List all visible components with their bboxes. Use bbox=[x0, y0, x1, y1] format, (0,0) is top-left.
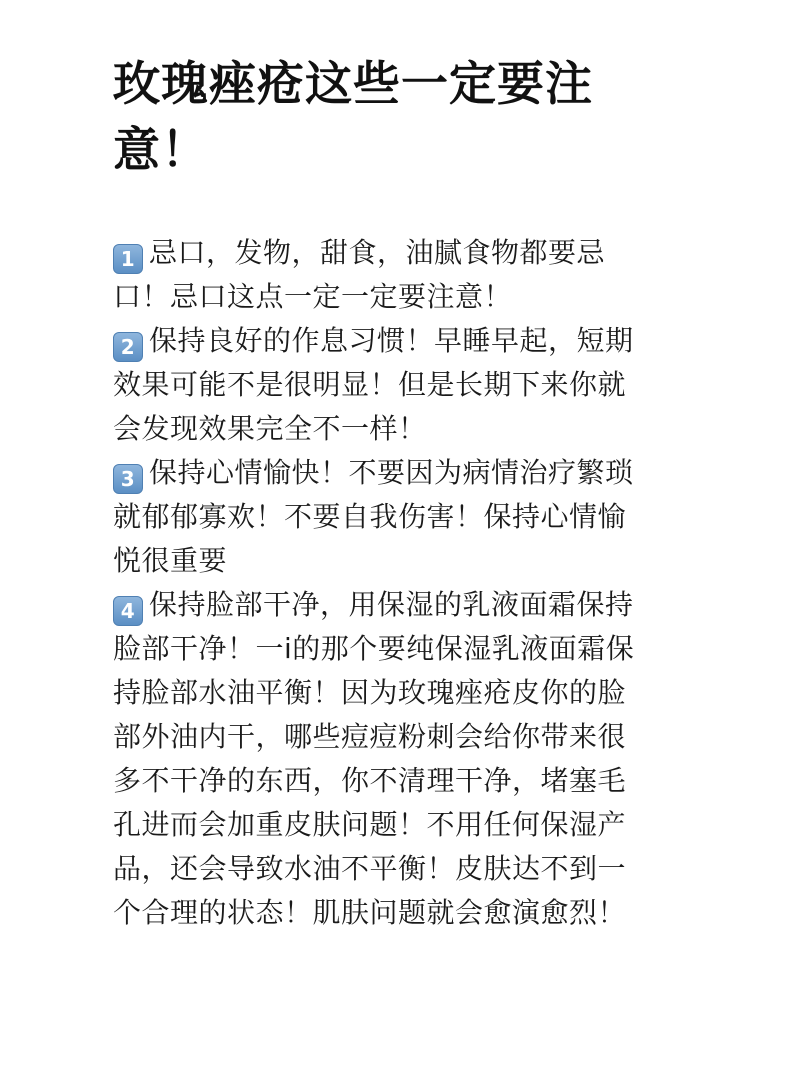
tip-4-text-1: 保持脸部干净，用保湿的乳液面霜保持 bbox=[149, 588, 634, 621]
tip-3-line-1 bbox=[113, 451, 713, 495]
title-line-2: 意！ bbox=[113, 123, 209, 178]
keycap-4-icon: 4 bbox=[113, 596, 143, 626]
tip-4-line-3: 持脸部水油平衡！因为玫瑰痤疮皮你的脸 bbox=[113, 676, 627, 709]
tip-4-line-7: 品，还会导致水油不平衡！皮肤达不到一 bbox=[113, 852, 627, 885]
tip-3-line-3: 悦很重要 bbox=[113, 544, 228, 577]
tip-2-line-3: 会发现效果完全不一样！ bbox=[113, 412, 427, 445]
tip-3-text-1: 保持心情愉快！不要因为病情治疗繁琐 bbox=[149, 456, 634, 489]
tip-4-line-6: 孔进而会加重皮肤问题！不用任何保湿产 bbox=[113, 808, 627, 841]
keycap-2-icon: 2 bbox=[113, 332, 143, 362]
tip-4-line-5: 多不干净的东西，你不清理干净，堵塞毛 bbox=[113, 764, 627, 797]
tip-1-text-1: 忌口，发物，甜食，油腻食物都要忌 bbox=[149, 236, 606, 269]
tips-body bbox=[113, 231, 713, 935]
tip-1-line-1 bbox=[113, 231, 713, 275]
title-line-1: 玫瑰痤疮这些一定要注 bbox=[113, 57, 593, 112]
page-title bbox=[113, 52, 653, 184]
tip-4-line-1 bbox=[113, 583, 713, 627]
tip-4-line-4: 部外油内干，哪些痘痘粉刺会给你带来很 bbox=[113, 720, 627, 753]
tip-3-line-2: 就郁郁寡欢！不要自我伤害！保持心情愉 bbox=[113, 500, 627, 533]
tip-2-line-1 bbox=[113, 319, 713, 363]
tip-2-line-2: 效果可能不是很明显！但是长期下来你就 bbox=[113, 368, 627, 401]
tip-2-text-1: 保持良好的作息习惯！早睡早起，短期 bbox=[149, 324, 634, 357]
tip-1-line-2: 口！忌口这点一定一定要注意！ bbox=[113, 280, 513, 313]
keycap-1-icon: 1 bbox=[113, 244, 143, 274]
tip-4-line-2: 脸部干净！一i的那个要纯保湿乳液面霜保 bbox=[113, 632, 635, 665]
keycap-3-icon: 3 bbox=[113, 464, 143, 494]
tip-4-line-8: 个合理的状态！肌肤问题就会愈演愈烈！ bbox=[113, 896, 627, 929]
